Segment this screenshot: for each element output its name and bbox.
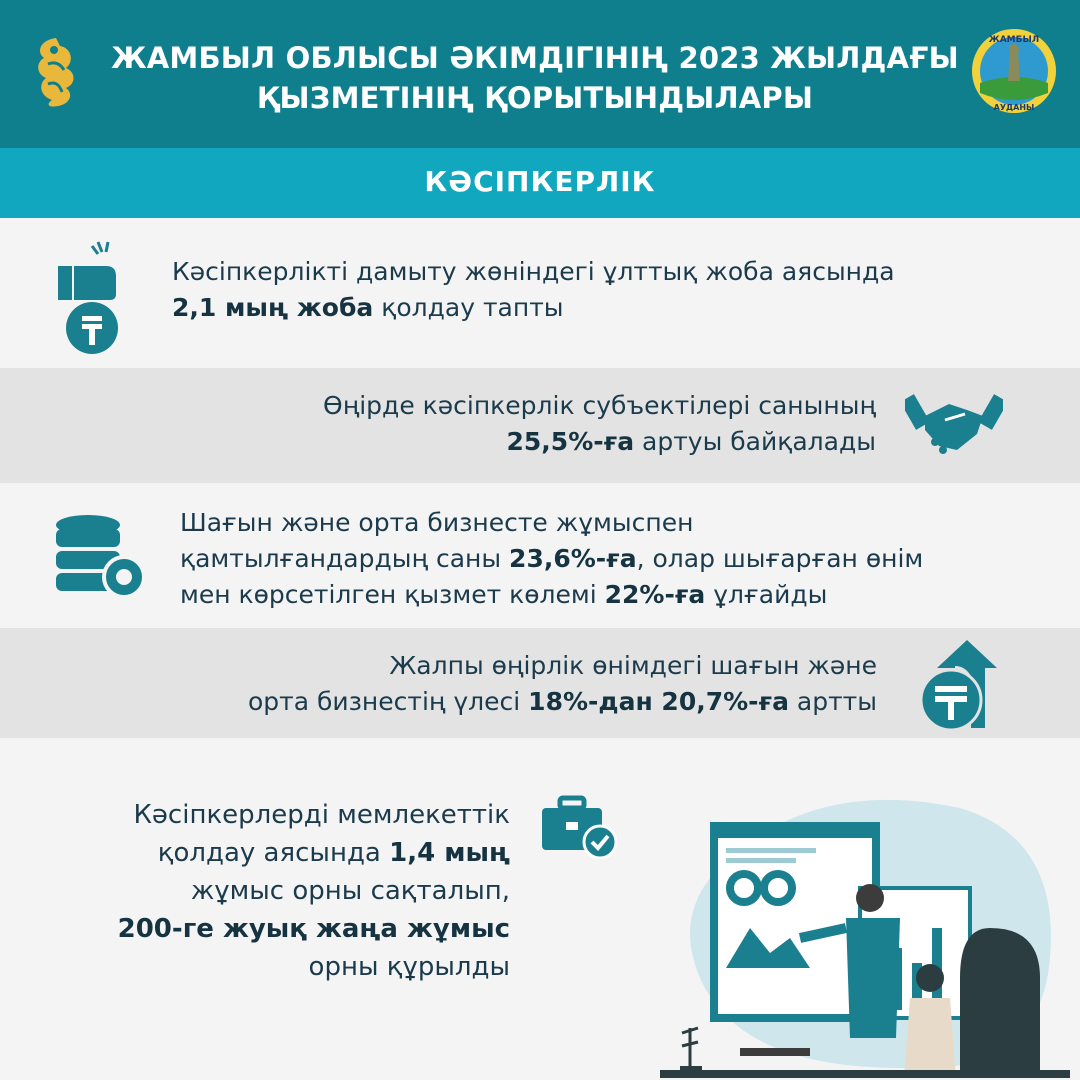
office-presentation-illustration-icon	[660, 778, 1070, 1078]
item-1-highlight: 2,1 мың жоба	[172, 293, 374, 322]
item-5-highlight-2: 200-ге жуық жаңа жұмыс	[117, 914, 510, 944]
item-4-line-2	[248, 684, 877, 720]
item-row-2	[0, 368, 1080, 483]
handshake-icon	[905, 390, 1003, 460]
item-row-3	[0, 483, 1080, 628]
page-title	[95, 38, 975, 118]
item-3-line-1: Шағын және орта бизнесте жұмыспен	[180, 508, 694, 537]
item-3-line-2-rest: , олар шығарған өнім	[636, 544, 924, 573]
item-4-text	[248, 648, 877, 720]
hand-money-icon	[52, 236, 132, 356]
item-4-highlight: 18%-дан 20,7%-ға	[528, 687, 789, 716]
item-5-line-2	[118, 834, 510, 872]
title-line-1: ЖАМБЫЛ ОБЛЫСЫ ӘКІМДІГІНІҢ 2023 ЖЫЛДАҒЫ	[111, 41, 959, 75]
item-2-line-2-rest: артуы байқалады	[634, 427, 876, 456]
tenge-growth-icon	[915, 636, 1005, 732]
item-1-line-2-rest: қолдау тапты	[373, 293, 564, 322]
emblem-text-bottom: АУДАНЫ	[993, 103, 1035, 112]
item-1-line-1: Кәсіпкерлікті дамыту жөніндегі ұлттық жоба аясында	[172, 257, 895, 286]
item-3-text	[180, 505, 923, 613]
item-1-text	[172, 254, 895, 326]
item-5-line-2-pre: қолдау аясында	[157, 838, 390, 868]
item-row-1	[0, 218, 1080, 368]
item-row-5	[0, 738, 1080, 1080]
snow-leopard-logo-icon	[30, 34, 82, 110]
header	[0, 0, 1080, 148]
item-5-line-1: Кәсіпкерлерді мемлекеттік	[133, 800, 510, 830]
item-5-line-3: жұмыс орны сақталып,	[190, 876, 510, 906]
item-3-line-3	[180, 577, 923, 613]
item-5-text	[118, 796, 510, 986]
item-5-line-4	[118, 910, 510, 948]
item-3-highlight-1: 23,6%-ға	[509, 544, 637, 573]
section-bar	[0, 148, 1080, 218]
item-4-line-1: Жалпы өңірлік өнімдегі шағын және	[389, 651, 877, 680]
item-4-line-2-pre: орта бизнестің үлесі	[247, 687, 529, 716]
emblem-text-top: ЖАМБЫЛ	[988, 35, 1040, 45]
item-3-line-2	[180, 541, 923, 577]
database-gear-icon	[48, 513, 148, 599]
briefcase-check-icon	[540, 794, 618, 860]
title-line-2: ҚЫЗМЕТІНІҢ ҚОРЫТЫНДЫЛАРЫ	[256, 81, 814, 115]
district-emblem-icon	[970, 27, 1058, 115]
item-4-line-2-rest: артты	[788, 687, 877, 716]
item-5-highlight-1: 1,4 мың	[389, 838, 510, 868]
item-2-line-2	[323, 424, 876, 460]
section-title: КӘСІПКЕРЛІК	[424, 165, 656, 198]
item-5-line-5: орны құрылды	[308, 952, 510, 982]
item-row-4	[0, 628, 1080, 738]
item-3-line-2-pre: қамтылғандардың саны	[180, 544, 510, 573]
item-1-line-2	[172, 290, 895, 326]
item-3-highlight-2: 22%-ға	[604, 580, 706, 609]
item-2-highlight: 25,5%-ға	[506, 427, 635, 456]
item-3-line-3-pre: мен көрсетілген қызмет көлемі	[180, 580, 605, 609]
item-3-line-3-rest: ұлғайды	[705, 580, 828, 609]
item-2-line-1: Өңірде кәсіпкерлік субъектілері санының	[323, 391, 876, 420]
item-2-text	[323, 388, 876, 460]
